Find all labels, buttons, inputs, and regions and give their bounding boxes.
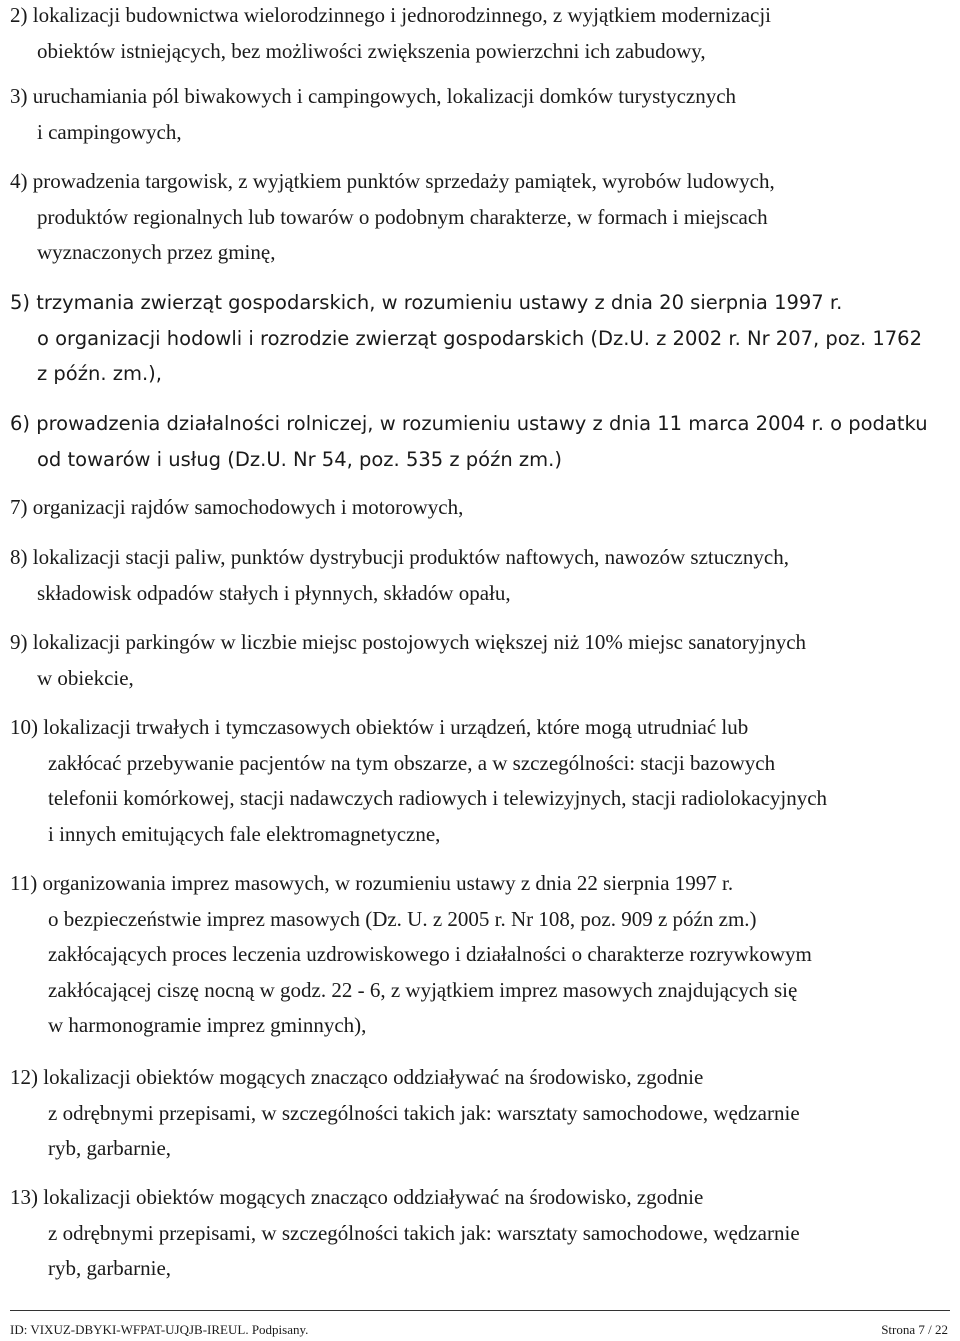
list-item-line: 6) prowadzenia działalności rolniczej, w rozumieniu ustawy z dnia 11 marca 2004 r. o podatku [10,412,928,435]
list-item-line: zakłócających proces leczenia uzdrowiskowego i działalności o charakterze rozrywkowym [48,942,812,966]
page-number: Strona 7 / 22 [881,1322,948,1337]
list-item-line: 5) trzymania zwierząt gospodarskich, w rozumieniu ustawy z dnia 20 sierpnia 1997 r. [10,291,843,314]
document-id: ID: VIXUZ-DBYKI-WFPAT-UJQJB-IREUL. Podpisany. [10,1322,309,1337]
list-item-line: 12) lokalizacji obiektów mogących znacząco oddziaływać na środowisko, zgodnie [10,1065,704,1089]
list-item-line: produktów regionalnych lub towarów o podobnym charakterze, w formach i miejscach [37,204,768,229]
list-item-line: zakłócającej ciszę nocną w godz. 22 - 6, z wyjątkiem imprez masowych znajdujących się [48,977,798,1002]
list-item-line: o bezpieczeństwie imprez masowych (Dz. U. z 2005 r. Nr 108, poz. 909 z późn zm.) [48,906,757,931]
list-item-3 [10,79,736,150]
list-item-9 [10,625,806,696]
list-item-11 [10,866,812,1044]
list-item-line: i innych emitujących fale elektromagnetyczne, [48,821,441,846]
list-item-line: telefonii komórkowej, stacji nadawczych radiowych i telewizyjnych, stacji radiolokacyjnych [48,786,828,810]
list-item-line: 4) prowadzenia targowisk, z wyjątkiem punktów sprzedaży pamiątek, wyrobów ludowych, [10,169,775,193]
list-item-line: w harmonogramie imprez gminnych), [48,1013,367,1037]
list-item-line: składowisk odpadów stałych i płynnych, składów opału, [37,580,511,605]
list-item-6 [10,406,928,477]
list-item-line: wyznaczonych przez gminę, [37,240,276,264]
list-item-line: o organizacji hodowli i rozrodzie zwierząt gospodarskich (Dz.U. z 2002 r. Nr 207, poz. 1762 [37,326,922,350]
list-item-10 [10,710,827,852]
list-item-line: z późn. zm.), [37,362,162,385]
list-item-line: 2) lokalizacji budownictwa wielorodzinnego i jednorodzinnego, z wyjątkiem modernizacji [10,3,772,27]
list-item-4 [10,164,775,271]
list-item-5 [10,285,922,392]
list-item-line: 10) lokalizacji trwałych i tymczasowych obiektów i urządzeń, które mogą utrudniać lub [10,715,749,739]
footer-divider [10,1310,950,1311]
list-item-2 [10,0,771,69]
list-item-line: 13) lokalizacji obiektów mogących znacząco oddziaływać na środowisko, zgodnie [10,1185,704,1209]
list-item-line: od towarów i usług (Dz.U. Nr 54, poz. 535 z późn zm.) [37,447,562,471]
list-item-line: 11) organizowania imprez masowych, w rozumieniu ustawy z dnia 22 sierpnia 1997 r. [10,871,734,895]
list-item-7 [10,490,463,526]
list-item-line: 7) organizacji rajdów samochodowych i motorowych, [10,495,464,519]
list-item-line: zakłócać przebywanie pacjentów na tym obszarze, a w szczególności: stacji bazowych [48,750,776,775]
list-item-line: ryb, garbarnie, [48,1136,172,1160]
list-item-8 [10,540,789,611]
list-item-line: 3) uruchamiania pól biwakowych i campingowych, lokalizacji domków turystycznych [10,84,737,108]
list-item-line: obiektów istniejących, bez możliwości zwiększenia powierzchni ich zabudowy, [37,38,706,63]
list-item-line: w obiekcie, [37,665,134,690]
list-item-line: z odrębnymi przepisami, w szczególności takich jak: warsztaty samochodowe, wędzarnie [48,1220,800,1245]
list-item-12 [10,1060,800,1167]
list-item-line: 9) lokalizacji parkingów w liczbie miejsc postojowych większej niż 10% miejsc sanatoryjnych [10,630,807,654]
list-item-line: 8) lokalizacji stacji paliw, punktów dystrybucji produktów naftowych, nawozów sztucznych, [10,545,789,569]
list-item-line: i campingowych, [37,119,182,144]
list-item-line: z odrębnymi przepisami, w szczególności takich jak: warsztaty samochodowe, wędzarnie [48,1100,800,1125]
list-item-line: ryb, garbarnie, [48,1256,172,1280]
list-item-13 [10,1180,800,1287]
